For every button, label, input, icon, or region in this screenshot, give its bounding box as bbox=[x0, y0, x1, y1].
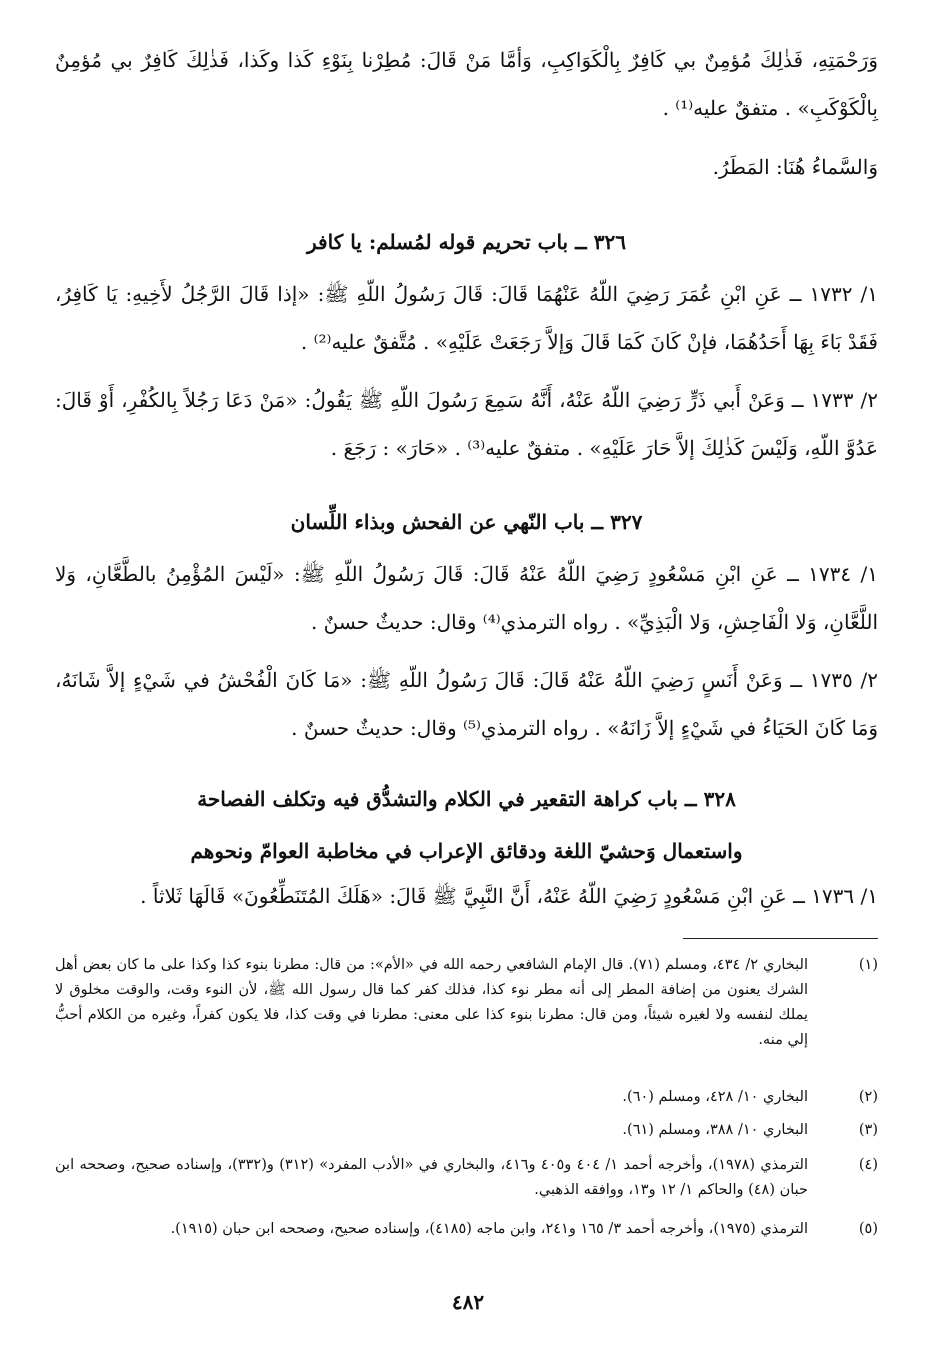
hadith-1734: ١/ ١٧٣٤ ــ عَنِ ابْنِ مَسْعُودٍ رَضِيَ اللّهُ عَنْهُ قَالَ: قَالَ رَسُولُ اللّهِ ﷺ: «لَيْسَ المُؤْمِنُ بالطَّعَّانِ، وَلا اللَّعَّانِ، وَلا الْفَاحِشِ، وَلا الْبَذِيِّ» . رواه الترمذي⁽⁴⁾ وقال: حديثٌ حسنٌ . bbox=[55, 562, 878, 634]
footnote-5 bbox=[55, 1217, 878, 1242]
footnote-text: البخاري ١٠/ ٣٨٨، ومسلم (٦١). bbox=[622, 1122, 808, 1138]
footnote-2 bbox=[55, 1085, 878, 1110]
footnote-number: (٣) bbox=[858, 1122, 878, 1138]
footnote-3 bbox=[55, 1118, 878, 1143]
footnote-text: البخاري ٢/ ٤٣٤، ومسلم (٧١). قال الإمام الشافعي رحمه الله في «الأم»: من قال: مطرنا بنوء كذا وكذا على ما كان بعض أهل الشرك يعنون من إضافة المطر إلى أنه مطر نوء كذا، فذلك كفر كما قال رسول الله ﷺ، لأن النوء وقت، والوقت مخلوق لا يملك لنفسه ولا لغيره شيئاً، ومن قال: مطرنا بنوء كذا على معنى: مطرنا في وقت كذا، فلا يكون كفراً، وغيره من الكلام أحبُّ إلي منه. bbox=[55, 957, 808, 1048]
footnote-number: (٤) bbox=[858, 1157, 878, 1173]
footnote-number: (٢) bbox=[858, 1089, 878, 1105]
hadith-1732: ١/ ١٧٣٢ ــ عَنِ ابْنِ عُمَرَ رَضِيَ اللّهُ عَنْهُمَا قَالَ: قَالَ رَسُولُ اللّهِ ﷺ: «إذا قَالَ الرَّجُلُ لأَخِيهِ: يَا كَافِرُ، فَقَدْ بَاءَ بِهَا أَحَدُهُمَا، فإنْ كَانَ كَمَا قَالَ وَإلاَّ رَجَعَتْ عَلَيْهِ» . مُتَّفقٌ عليه⁽²⁾ . bbox=[55, 282, 878, 354]
footnote-number: (٥) bbox=[858, 1221, 878, 1237]
hadith-1733: ٢/ ١٧٣٣ ــ وَعَنْ أَبي ذَرٍّ رَضِيَ اللّهُ عَنْهُ، أَنَّهُ سَمِعَ رَسُولَ اللّهِ ﷺ يَقُولُ: «مَنْ دَعَا رَجُلاً بِالكُفْرِ، أَوْ قَالَ: عَدُوَّ اللّهِ، وَلَيْسَ كَذٰلِكَ إلاَّ حَارَ عَلَيْهِ» . متفقٌ عليه⁽³⁾ . «حَارَ» : رَجَعَ . bbox=[55, 388, 878, 460]
hadith-1735: ٢/ ١٧٣٥ ــ وَعَنْ أَنَسٍ رَضِيَ اللّهُ عَنْهُ قَالَ: قَالَ رَسُولُ اللّهِ ﷺ: «مَا كَانَ الْفُحْشُ في شَيْءٍ إلاَّ شَانَهُ، وَمَا كَانَ الحَيَاءُ في شَيْءٍ إلاَّ زَانَهُ» . رواه الترمذي⁽⁵⁾ وقال: حديثٌ حسنٌ . bbox=[55, 668, 878, 740]
hadith-continuation: وَرَحْمَتِهِ، فَذٰلِكَ مُؤمِنٌ بي كَافِرٌ بِالْكَوَاكِبِ، وَأمَّا مَنْ قَالَ: مُطِرْنا بِنَوْءِ كَذا وكَذا، فَذٰلِكَ كَافِرٌ بي مُؤمِنٌ بِالْكَوْكَبِ» . متفقٌ عليه⁽¹⁾ . bbox=[55, 48, 878, 120]
chapter-heading-328-line2: واستعمال وَحشيّ اللغة ودقائق الإعراب في مخاطبة العوامّ ونحوهم bbox=[190, 839, 743, 863]
footnote-1 bbox=[55, 953, 878, 1053]
footnote-number: (١) bbox=[858, 957, 878, 973]
chapter-heading-326: ٣٢٦ ــ باب تحريم قوله لمُسلم: يا كافر bbox=[307, 230, 626, 254]
footnote-separator bbox=[683, 938, 878, 939]
chapter-heading-328-line1: ٣٢٨ ــ باب كراهة التقعير في الكلام والتشدُّق فيه وتكلف الفصاحة bbox=[197, 787, 736, 811]
hadith-1736: ١/ ١٧٣٦ ــ عَنِ ابْنِ مَسْعُودٍ رَضِيَ اللّهُ عَنْهُ، أَنَّ النَّبِيَّ ﷺ قَالَ: «هَلَكَ المُتَنَطِّعُونَ» قَالَهَا ثَلاثاً . bbox=[140, 884, 878, 908]
footnote-4 bbox=[55, 1153, 878, 1203]
footnote-text: الترمذي (١٩٧٨)، وأخرجه أحمد ١/ ٤٠٤ و٤٠٥ و٤١٦، والبخاري في «الأدب المفرد» (٣١٢) و(٣٣٢)، وإسناده صحيح، وصححه ابن حبان (٤٨) والحاكم ١/ ١٢ و١٣، ووافقه الذهبي. bbox=[55, 1157, 808, 1198]
chapter-heading-327: ٣٢٧ ــ باب النّهي عن الفحش وبذاء اللِّسان bbox=[290, 510, 643, 534]
footnote-text: الترمذي (١٩٧٥)، وأخرجه أحمد ٣/ ١٦٥ و٢٤١، وابن ماجه (٤١٨٥)، وإسناده صحيح، وصححه ابن حبان (١٩١٥). bbox=[170, 1221, 808, 1237]
explanation-line: وَالسَّماءُ هُنَا: المَطَرُ. bbox=[712, 155, 878, 179]
footnote-text: البخاري ١٠/ ٤٢٨، ومسلم (٦٠). bbox=[622, 1089, 808, 1105]
page-number: ٤٨٢ bbox=[451, 1290, 485, 1314]
